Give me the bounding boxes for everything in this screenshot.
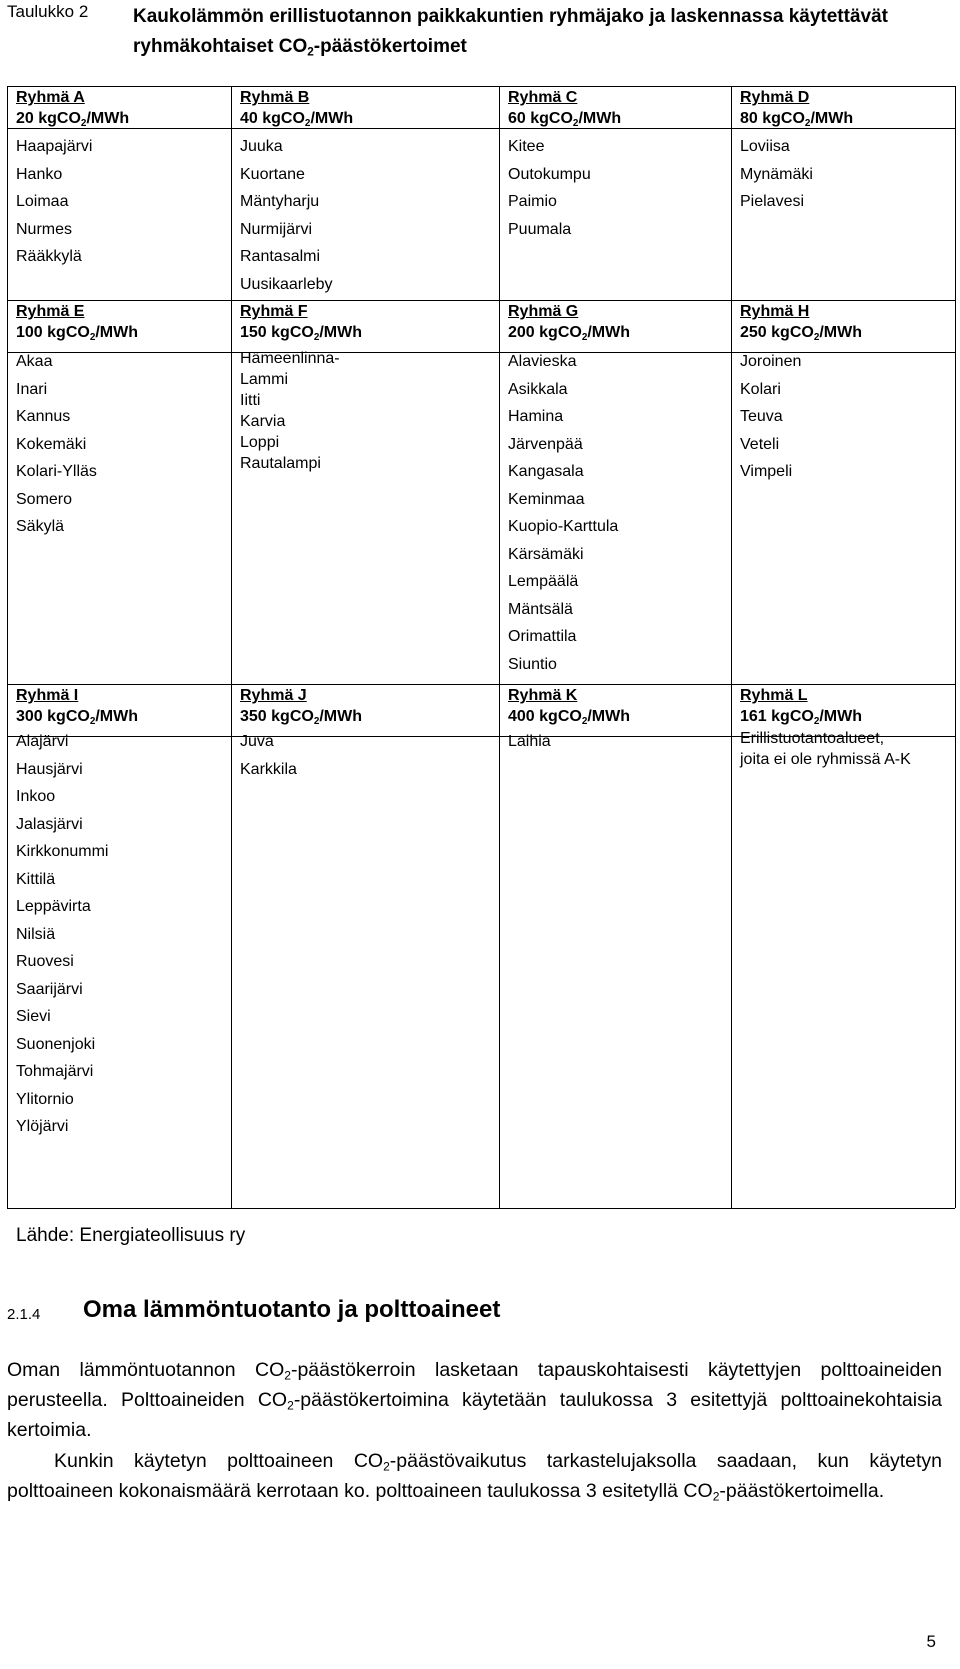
place-name: Juuka [240,138,283,155]
table-border-bottom [7,1208,955,1209]
column-rule [499,86,500,1208]
group-factor: 200 kgCO$_2$/MWh [508,324,630,343]
page-number: 5 [926,1632,936,1651]
place-name: Kangasala [508,463,584,480]
header-rule [7,352,955,353]
place-name: Hausjärvi [16,760,83,778]
place-name: Juva [240,733,274,750]
column-rule [731,86,732,1208]
table-title: Kaukolämmön erillistuotannon paikkakuntien ryhmäjako ja laskennassa käytettävät ryhmäkohtaiset $CO_2$-päästökertoimet [133,6,888,59]
place-name: Alajärvi [16,733,69,750]
group-places [508,728,551,756]
place-name: Nurmes [16,220,73,238]
column-rule [7,86,8,1208]
group-name: Ryhmä H [740,303,810,320]
group-name: Ryhmä A [16,89,85,106]
group-header [740,87,853,129]
group-factor: 250 kgCO$_2$/MWh [740,324,862,343]
group-places [740,133,813,216]
place-name: Karvia [240,413,286,430]
place-name: Kolari-Ylläs [16,463,97,480]
place-name: Suonenjoki [16,1035,96,1053]
place-name: Rantasalmi [240,248,321,265]
place-name: Kuopio-Karttula [508,518,619,535]
group-factor: 300 kgCO$_2$/MWh [16,708,138,727]
place-name: Akaa [16,353,53,370]
group-header [508,87,621,129]
group-name: Ryhmä I [16,687,79,704]
group-header [240,301,362,343]
group-places [240,728,297,783]
group-name: Ryhmä D [740,89,810,106]
place-name: Ylitornio [16,1090,74,1108]
place-name: Nurmijärvi [240,220,312,238]
place-name: Kärsämäki [508,545,584,563]
place-name: Inari [16,380,48,398]
group-header [240,685,362,727]
table-label: Taulukko 2 [7,2,89,21]
place-name: Tohmajärvi [16,1063,94,1080]
group-factor: 350 kgCO$_2$/MWh [240,708,362,727]
place-name: Kolari [740,380,781,398]
place-name: Pielavesi [740,193,805,210]
place-name: Kirkkonummi [16,843,109,860]
place-name: Mynämäki [740,165,813,183]
place-name: Siuntio [508,655,557,673]
group-places [508,133,591,243]
group-header [16,301,138,343]
place-name: Ylöjärvi [16,1118,69,1135]
place-name: Joroinen [740,353,802,370]
place-name: Inkoo [16,788,56,805]
group-places [740,728,911,770]
place-name: Erillistuotantoalueet, [740,730,885,747]
group-places [740,348,801,486]
place-name: Loviisa [740,138,790,155]
place-name: Keminmaa [508,490,585,508]
group-factor: 40 kgCO$_2$/MWh [240,110,354,129]
group-factor: 60 kgCO$_2$/MWh [508,110,622,129]
group-name: Ryhmä F [240,303,308,320]
place-name: Kitee [508,138,545,155]
place-name: Sievi [16,1008,51,1025]
group-factor: 20 kgCO$_2$/MWh [16,110,130,129]
place-name: Kittilä [16,870,56,888]
group-factor: 161 kgCO$_2$/MWh [740,708,862,727]
place-name: Ruovesi [16,953,74,970]
group-name: Ryhmä K [508,687,578,704]
group-factor: 150 kgCO$_2$/MWh [240,324,362,343]
place-name: joita ei ole ryhmissä A-K [740,751,911,768]
place-name: Vimpeli [740,463,793,480]
group-places [16,348,97,541]
group-factor: 400 kgCO$_2$/MWh [508,708,630,727]
place-name: Kannus [16,408,71,425]
place-name: Rääkkylä [16,248,82,265]
place-name: Lammi [240,371,289,388]
place-name: Lempäälä [508,573,579,590]
place-name: Somero [16,490,73,508]
place-name: Kokemäki [16,435,87,453]
place-name: Laihia [508,733,551,750]
place-name: Leppävirta [16,898,91,915]
group-places [16,133,92,271]
column-rule [955,86,956,1208]
place-name: Outokumpu [508,165,591,183]
section-number: 2.1.4 [7,1306,41,1323]
place-name: Karkkila [240,760,297,778]
column-rule [231,86,232,1208]
group-header [508,685,630,727]
place-name: Puumala [508,220,572,238]
place-name: Kuortane [240,165,305,183]
place-name: Alavieska [508,353,577,370]
place-name: Veteli [740,435,780,453]
place-name: Loimaa [16,193,69,210]
section-title: Oma lämmöntuotanto ja polttoaineet [83,1296,501,1323]
group-name: Ryhmä B [240,89,310,106]
group-header [740,685,862,727]
place-name: Uusikaarleby [240,275,333,293]
paragraph: Kunkin käytetyn polttoaineen $CO_2$-päästövaikutus tarkastelujaksolla saadaan, kun käytetyn polttoaineen kokonaismäärä kerrotaan ko. polttoaineen taulukossa 3 esitetyllä $CO_2$-päästökertoimella. [7,1450,942,1504]
group-places [240,348,340,474]
group-name: Ryhmä L [740,687,808,704]
place-name: Loppi [240,434,280,451]
place-name: Järvenpää [508,435,583,453]
group-places [16,728,108,1141]
place-name: Mäntyharju [240,193,320,210]
group-header [240,87,353,129]
place-name: Hanko [16,165,63,183]
group-places [240,133,332,298]
place-name: Iitti [240,392,261,409]
table-source: Lähde: Energiateollisuus ry [16,1225,246,1246]
paragraph: Oman lämmöntuotannon $CO_2$-päästökerroin lasketaan tapauskohtaisesti käytettyjen polttoaineiden perusteella. Polttoaineiden $CO_2$-päästökertoimina käytetään taulukossa 3 esitettyjä polttoainekohtaisia kertoimia. [7,1359,942,1441]
group-header [16,87,129,129]
group-factor: 80 kgCO$_2$/MWh [740,110,854,129]
group-header [508,301,630,343]
group-name: Ryhmä G [508,303,579,320]
group-name: Ryhmä J [240,687,307,704]
place-name: Mäntsälä [508,600,573,618]
group-header [16,685,138,727]
place-name: Säkylä [16,518,65,535]
group-name: Ryhmä C [508,89,578,106]
place-name: Hamina [508,408,564,425]
place-name: Rautalampi [240,455,321,472]
group-factor: 100 kgCO$_2$/MWh [16,324,138,343]
place-name: Asikkala [508,380,568,398]
place-name: Saarijärvi [16,980,83,998]
group-name: Ryhmä E [16,303,85,320]
place-name: Hämeenlinna- [240,350,340,367]
place-name: Teuva [740,408,783,425]
place-name: Jalasjärvi [16,815,83,833]
place-name: Haapajärvi [16,138,93,155]
place-name: Nilsiä [16,925,56,943]
group-header [740,301,862,343]
place-name: Paimio [508,193,557,210]
place-name: Orimattila [508,628,577,645]
group-places [508,348,618,678]
